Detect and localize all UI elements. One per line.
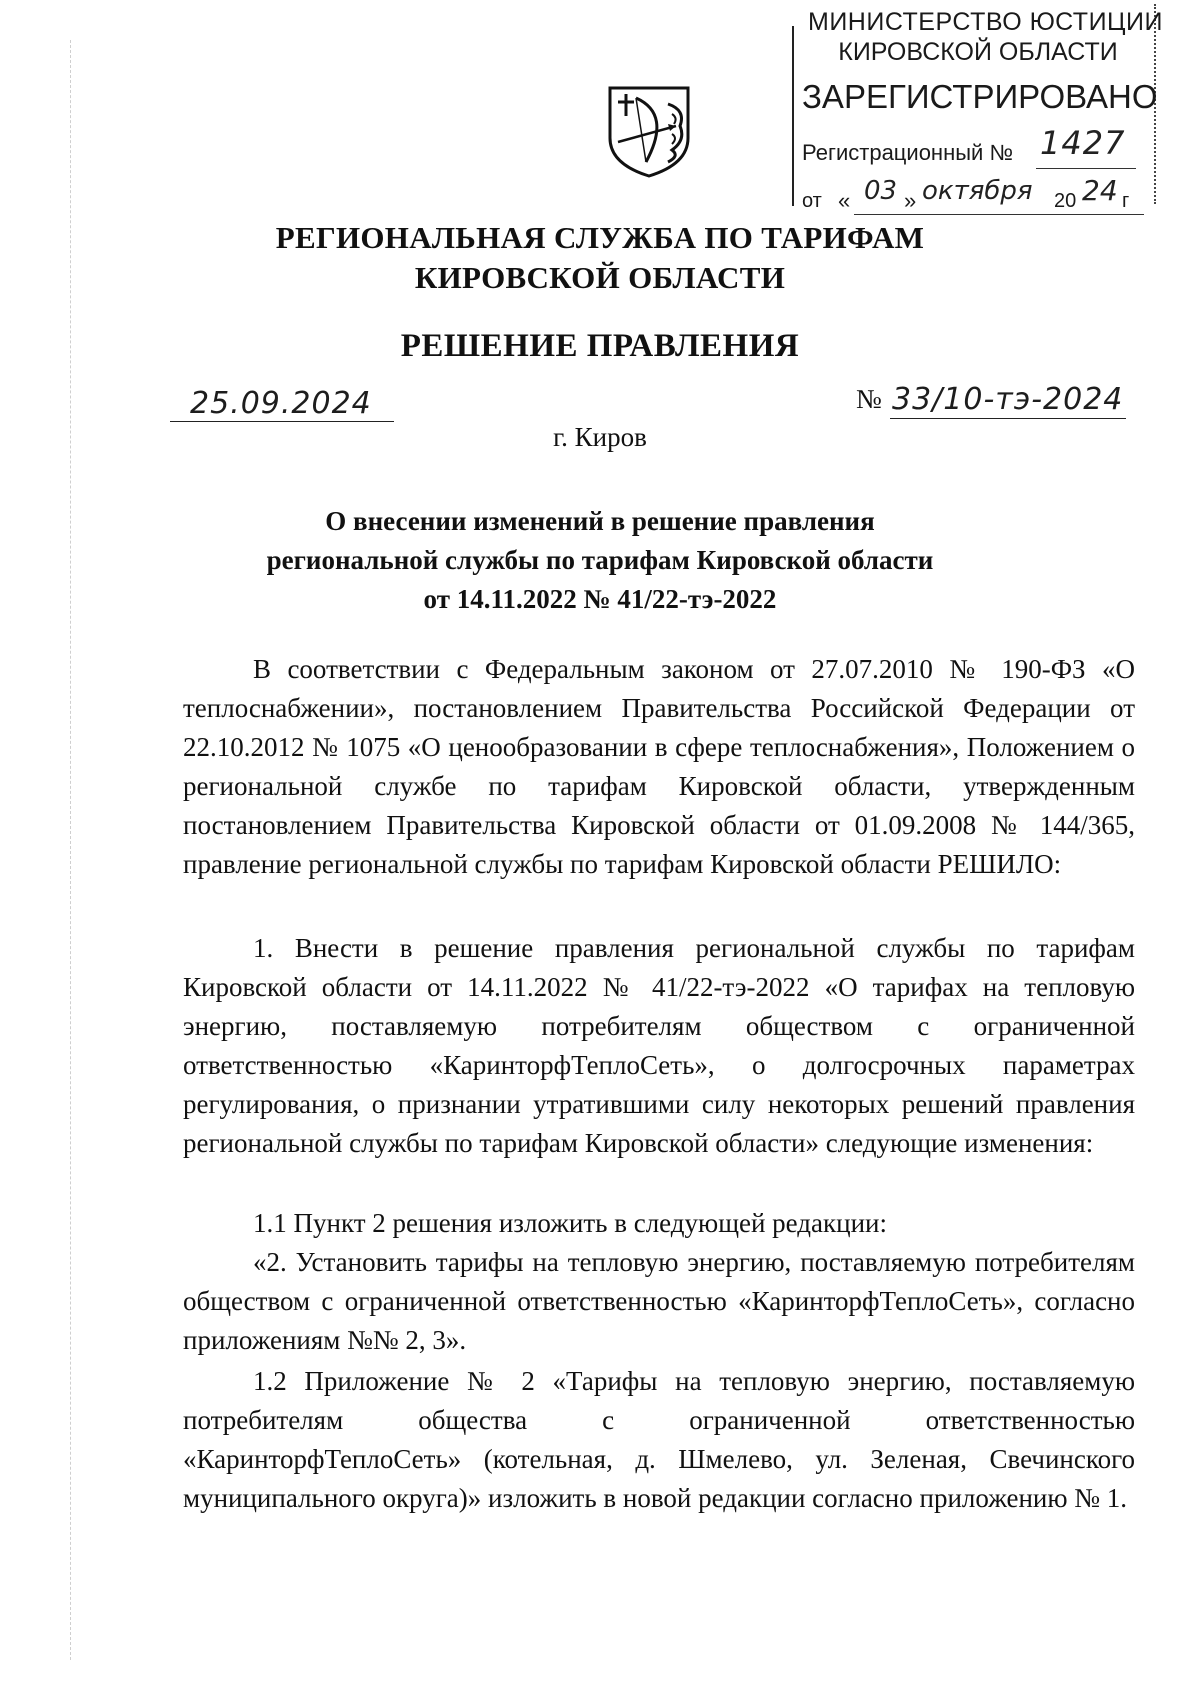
org-name-line2: КИРОВСКОЙ ОБЛАСТИ [414, 260, 786, 295]
stamp-reg-label: Регистрационный № [802, 140, 1014, 165]
paragraph-item-1: 1. Внести в решение правления региональной службы по тарифам Кировской области от 14.11.2022 № 41/22-тэ-2022 «О тарифах на тепловую энергию, поставляемую потребителям обществом с ограниченной ответственностью «КаринторфТеплоСеть», о долгосрочных параметрах регулирования, о признании утратившими силу некоторых решений правления региональной службы по тарифам Кировской области» следующие изменения: [183, 933, 1135, 1158]
city: г. Киров [553, 422, 647, 452]
stamp-reg-underline [1036, 168, 1136, 169]
stamp-border-left [792, 26, 794, 206]
stamp-date-underline [854, 214, 1144, 215]
page-title: РЕШЕНИЕ ПРАВЛЕНИЯ [400, 328, 800, 364]
registration-stamp [792, 4, 1163, 214]
paragraph-preamble: В соответствии с Федеральным законом от 27.07.2010 № 190-ФЗ «О теплоснабжении», постановлением Правительства Российской Федерации от 22.10.2012 № 1075 «О ценообразовании в сфере теплоснабжения», Положением о региональной службе по тарифам Кировской области, утвержденным постановлением Правительства Кировской области от 01.09.2008 № 144/365, правление региональной службы по тарифам Кировской области РЕШИЛО: [183, 654, 1135, 879]
stamp-from-label: от [802, 190, 822, 212]
stamp-year-prefix: 20 [1054, 190, 1077, 212]
stamp-month: октября [922, 176, 1033, 206]
stamp-reg-number: 1427 [1040, 124, 1126, 162]
stamp-quote-open: « [838, 188, 851, 213]
decision-number-sign: № [856, 384, 882, 414]
decision-number: 33/10-тэ-2024 [892, 382, 1124, 417]
paragraph-item-1-2: 1.2 Приложение № 2 «Тарифы на тепловую энергию, поставляемую потребителям общества с ограниченной ответственностью «КаринторфТеплоСеть» (котельная, д. Шмелево, ул. Зеленая, Свечинского муниципального округа)» изложить в новой редакции согласно приложению № 1. [183, 1366, 1135, 1513]
stamp-region: КИРОВСКОЙ ОБЛАСТИ [838, 38, 1118, 66]
paragraph-item-1-1-text: «2. Установить тарифы на тепловую энергию, поставляемую потребителям обществом с ограниченной ответственностью «КаринторфТеплоСеть», согласно приложениям №№ 2, 3». [183, 1247, 1135, 1355]
stamp-day: 03 [864, 176, 898, 206]
decision-subject: О внесении изменений в решение правления региональной службы по тарифам Кировской области от 14.11.2022 № 41/22-тэ-2022 [266, 506, 934, 614]
stamp-year-suffix: г [1122, 190, 1130, 212]
stamp-quote-close: » [904, 188, 917, 213]
kirov-coat-of-arms-icon [606, 86, 692, 178]
org-name-line1: РЕГИОНАЛЬНАЯ СЛУЖБА ПО ТАРИФАМ [275, 220, 925, 255]
decision-number-underline [890, 418, 1126, 419]
stamp-ministry: МИНИСТЕРСТВО ЮСТИЦИИ [808, 8, 1163, 36]
paragraph-item-1-1: 1.1 Пункт 2 решения изложить в следующей редакции: [253, 1208, 887, 1238]
decision-date: 25.09.2024 [190, 386, 372, 421]
stamp-status: ЗАРЕГИСТРИРОВАНО [802, 78, 1158, 115]
stamp-year: 24 [1082, 174, 1118, 207]
